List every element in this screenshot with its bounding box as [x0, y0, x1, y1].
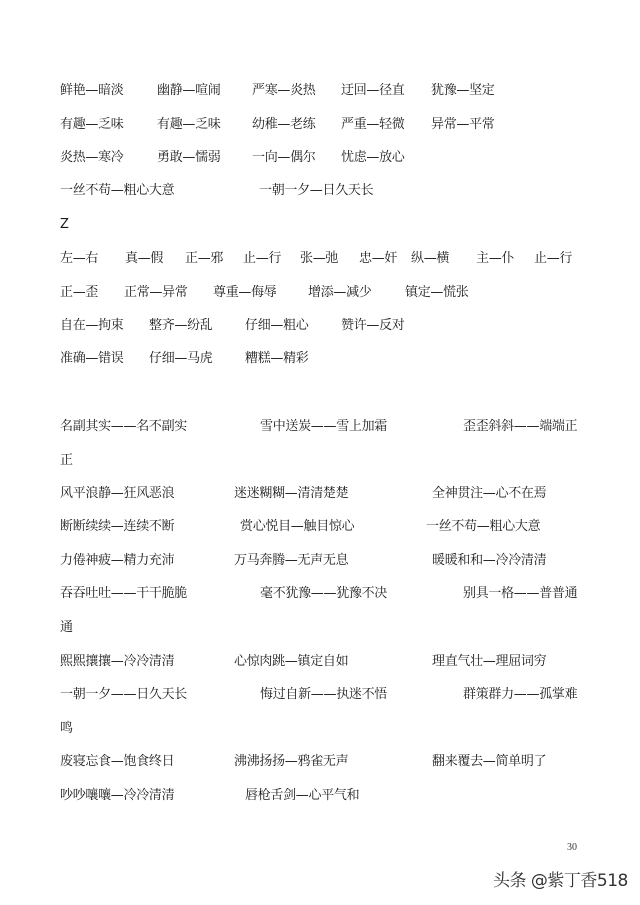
- antonym-pair: 止—行: [534, 251, 573, 266]
- letter-heading: Z: [60, 217, 69, 232]
- antonym-pair: 正—邪: [185, 251, 224, 266]
- line-continuation: 鸣: [60, 721, 73, 736]
- antonym-pair: 纵—横: [411, 251, 450, 266]
- antonym-pair: 勇敢—懦弱: [157, 150, 221, 165]
- idiom-pair: 悔过自新——执迷不悟: [260, 687, 388, 702]
- idiom-pair: 吵吵嚷嚷—冷冷清清: [60, 788, 175, 803]
- antonym-pair: 左—右: [60, 251, 99, 266]
- antonym-pair: 张—弛: [300, 251, 339, 266]
- idiom-pair: 雪中送炭——雪上加霜: [260, 419, 388, 434]
- idiom-pair: 沸沸扬扬—鸦雀无声: [234, 754, 349, 769]
- idiom-pair: 废寝忘食—饱食终日: [60, 754, 175, 769]
- idiom-pair: 迷迷糊糊—清清楚楚: [234, 486, 349, 501]
- antonym-pair: 主—仆: [476, 251, 515, 266]
- idiom-pair: 毫不犹豫——犹豫不决: [260, 586, 388, 601]
- idiom-pair: 歪歪斜斜——端端正: [463, 419, 578, 434]
- antonym-pair: 止—行: [243, 251, 282, 266]
- idiom-pair: 一朝一夕——日久天长: [60, 687, 188, 702]
- idiom-pair: 风平浪静—狂风恶浪: [60, 486, 175, 501]
- antonym-pair: 增添—减少: [308, 285, 372, 300]
- idiom-pair: 全神贯注—心不在焉: [432, 486, 547, 501]
- idiom-pair: 别具一格——普普通: [463, 586, 578, 601]
- antonym-pair: 正常—异常: [124, 285, 188, 300]
- page-number: 30: [567, 842, 577, 853]
- antonym-pair: 自在—拘束: [60, 318, 124, 333]
- antonym-pair: 炎热—寒冷: [60, 150, 124, 165]
- antonym-pair: 一丝不苟—粗心大意: [60, 183, 175, 198]
- idiom-pair: 名副其实——名不副实: [60, 419, 188, 434]
- idiom-pair: 翻来覆去—简单明了: [432, 754, 547, 769]
- antonym-pair: 忧虑—放心: [341, 150, 405, 165]
- antonym-pair: 幼稚—老练: [252, 117, 316, 132]
- antonym-pair: 一向—偶尔: [252, 150, 316, 165]
- antonym-pair: 糟糕—精彩: [245, 351, 309, 366]
- antonym-pair: 迂回—径直: [341, 83, 405, 98]
- idiom-pair: 群策群力——孤掌难: [463, 687, 578, 702]
- idiom-pair: 断断续续—连续不断: [60, 519, 175, 534]
- idiom-pair: 吞吞吐吐——干干脆脆: [60, 586, 188, 601]
- antonym-pair: 严寒—炎热: [252, 83, 316, 98]
- antonym-pair: 仔细—粗心: [245, 318, 309, 333]
- antonym-pair: 忠—奸: [359, 251, 398, 266]
- antonym-pair: 仔细—马虎: [149, 351, 213, 366]
- line-continuation: 通: [60, 620, 73, 635]
- antonym-pair: 尊重—侮辱: [213, 285, 277, 300]
- antonym-pair: 一朝一夕—日久天长: [259, 183, 374, 198]
- antonym-pair: 严重—轻微: [341, 117, 405, 132]
- antonym-pair: 鲜艳—暗淡: [60, 83, 124, 98]
- idiom-pair: 心惊肉跳—镇定自如: [234, 654, 349, 669]
- antonym-pair: 整齐—纷乱: [149, 318, 213, 333]
- idiom-pair: 暖暖和和—冷冷清清: [432, 553, 547, 568]
- idiom-pair: 唇枪舌剑—心平气和: [245, 788, 360, 803]
- antonym-pair: 赞许—反对: [341, 318, 405, 333]
- antonym-pair: 犹豫—坚定: [431, 83, 495, 98]
- antonym-pair: 真—假: [125, 251, 164, 266]
- idiom-pair: 赏心悦目—触目惊心: [240, 519, 355, 534]
- antonym-pair: 有趣—乏味: [157, 117, 221, 132]
- antonym-pair: 镇定—慌张: [405, 285, 469, 300]
- antonym-pair: 幽静—喧闹: [157, 83, 221, 98]
- idiom-pair: 万马奔腾—无声无息: [234, 553, 349, 568]
- line-continuation: 正: [60, 453, 73, 468]
- idiom-pair: 一丝不苟—粗心大意: [426, 519, 541, 534]
- antonym-pair: 准确—错误: [60, 351, 124, 366]
- idiom-pair: 理直气壮—理屈词穷: [432, 654, 547, 669]
- antonym-pair: 正—歪: [60, 285, 99, 300]
- idiom-pair: 力倦神疲—精力充沛: [60, 553, 175, 568]
- antonym-pair: 有趣—乏味: [60, 117, 124, 132]
- watermark: 头条 @紫丁香518: [493, 871, 628, 891]
- idiom-pair: 熙熙攘攘—冷冷清清: [60, 654, 175, 669]
- antonym-pair: 异常—平常: [431, 117, 495, 132]
